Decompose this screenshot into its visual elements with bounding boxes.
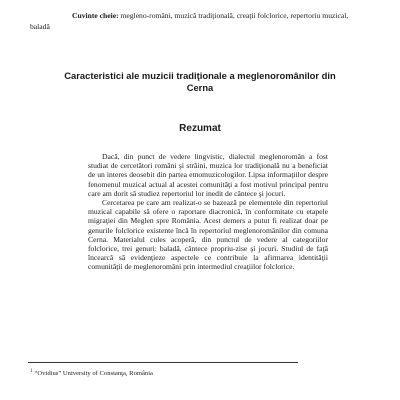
- footnote: [30, 367, 330, 378]
- keywords-label: Cuvinte cheie:: [72, 11, 119, 20]
- footnote-divider: [28, 362, 298, 363]
- footnote-text: “Ovidius” University of Constanţa, România: [34, 370, 153, 378]
- abstract-paragraph: Dacă, din punct de vedere lingvistic, dialectul meglenoromân a fost studiat de cercetători români şi străini, muzica lor tradiţională nu a beneficiat de un interes deosebit din partea etnomuzicologilor. Lipsa informaţiilor despre fenomenul muzical actual al acestei comunităţi a fost motivul principal pentru care am dorit să studiez repertoriul lor inedit de cântece şi jocuri.: [88, 152, 328, 198]
- article-title: Caracteristici ale muzicii tradiţionale a meglenoromânilor din Cerna: [64, 70, 336, 93]
- keywords-line: [30, 10, 362, 32]
- abstract-heading: Rezumat: [179, 123, 221, 134]
- abstract-body: [88, 152, 328, 272]
- footnote-mark: 1: [30, 369, 33, 374]
- keywords-text: megleno-români, muzică tradiţională, creaţii folclorice, repertoriu muzical, baladă: [30, 11, 349, 31]
- abstract-paragraph: Cercetarea pe care am realizat-o se bazează pe elementele din repertoriul muzical capabile să ofere o raportare diacronică, în conformitate cu etapele migraţiei din Meglen spre România. Acest demers a putut fi realizat doar pe genurile folclorice existente încă în repertoriul meglenoromânilor din comuna Cerna. Materialul cules acoperă, din punctul de vedere al categoriilor folclorice, trei genuri: baladă, cântece propriu-zise şi jocuri. Studiul de faţă încearcă să evidenţieze aspectele ce contribuie la afirmarea identităţii comunităţii de meglenoromâni prin intermediul creaţiilor folclorice.: [88, 198, 328, 272]
